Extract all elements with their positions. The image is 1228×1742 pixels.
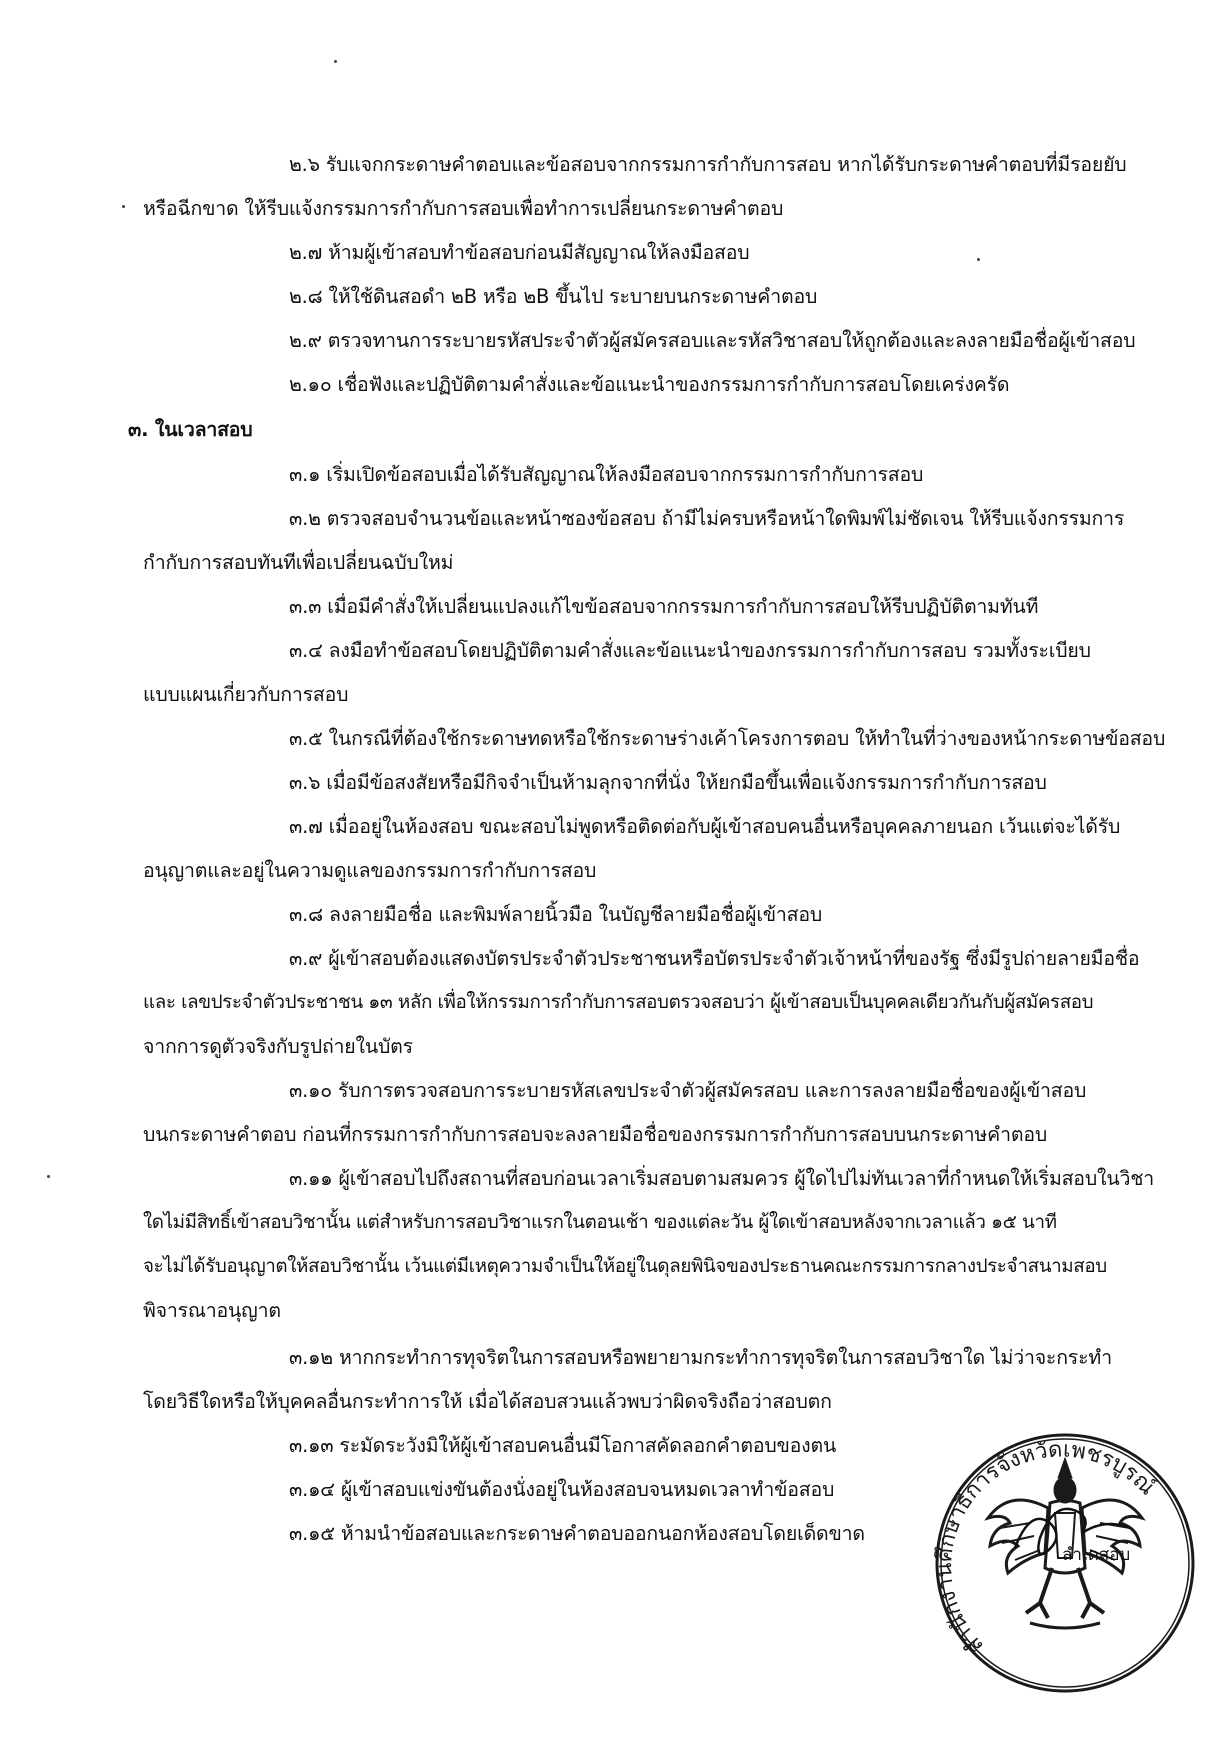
item-3-9: ๓.๙ ผู้เข้าสอบต้องแสดงบัตรประจำตัวประชาชนหรือบัตรประจำตัวเจ้าหน้าที่ของรัฐ ซึ่งมีรูปถ่ายลายมือชื่อ — [289, 947, 1140, 970]
scan-speck — [122, 205, 125, 208]
item-3-13: ๓.๑๓ ระมัดระวังมิให้ผู้เข้าสอบคนอื่นมีโอกาสคัดลอกคำตอบของตน — [289, 1434, 837, 1457]
item-3-7: ๓.๗ เมื่ออยู่ในห้องสอบ ขณะสอบไม่พูดหรือติดต่อกับผู้เข้าสอบคนอื่นหรือบุคคลภายนอก เว้นแต่จะได้รับ — [289, 815, 1121, 838]
item-3-11-cont: ใดไม่มีสิทธิ์เข้าสอบวิชานั้น แต่สำหรับการสอบวิชาแรกในตอนเช้า ของแต่ละวัน ผู้ใดเข้าสอบหลังจากเวลาแล้ว ๑๕ นาที — [143, 1212, 1057, 1233]
item-3-14: ๓.๑๔ ผู้เข้าสอบแข่งขันต้องนั่งอยู่ในห้องสอบจนหมดเวลาทำข้อสอบ — [289, 1478, 835, 1501]
item-3-15: ๓.๑๕ ห้ามนำข้อสอบและกระดาษคำตอบออกนอกห้องสอบโดยเด็ดขาด — [289, 1522, 865, 1545]
item-3-2: ๓.๒ ตรวจสอบจำนวนข้อและหน้าซองข้อสอบ ถ้ามีไม่ครบหรือหน้าใดพิมพ์ไม่ชัดเจน ให้รีบแจ้งกรรมการ — [289, 507, 1125, 530]
scan-speck — [977, 258, 980, 261]
item-3-8: ๓.๘ ลงลายมือชื่อ และพิมพ์ลายนิ้วมือ ในบัญชีลายมือชื่อผู้เข้าสอบ — [289, 903, 823, 926]
item-3-11-cont-3: พิจารณาอนุญาต — [143, 1299, 281, 1322]
item-2-6: ๒.๖ รับแจกกระดาษคำตอบและข้อสอบจากกรรมการกำกับการสอบ หากได้รับกระดาษคำตอบที่มีรอยยับ — [289, 153, 1127, 176]
scan-speck — [47, 1175, 50, 1178]
item-3-6: ๓.๖ เมื่อมีข้อสงสัยหรือมีกิจจำเป็นห้ามลุกจากที่นั่ง ให้ยกมือขึ้นเพื่อแจ้งกรรมการกำกับการสอบ — [289, 771, 1047, 794]
item-2-8: ๒.๘ ให้ใช้ดินสอดำ ๒B หรือ ๒B ขึ้นไป ระบายบนกระดาษคำตอบ — [289, 285, 818, 308]
item-3-5: ๓.๕ ในกรณีที่ต้องใช้กระดาษทดหรือใช้กระดาษร่างเค้าโครงการตอบ ให้ทำในที่ว่างของหน้ากระดาษข้อสอบ — [289, 727, 1166, 750]
item-3-1: ๓.๑ เริ่มเปิดข้อสอบเมื่อได้รับสัญญาณให้ลงมือสอบจากกรรมการกำกับการสอบ — [289, 463, 924, 486]
item-3-9-cont: และ เลขประจำตัวประชาชน ๑๓ หลัก เพื่อให้กรรมการกำกับการสอบตรวจสอบว่า ผู้เข้าสอบเป็นบุคคลเดียวกันกับผู้สมัครสอบ — [143, 992, 1094, 1013]
item-3-9-cont-2: จากการดูตัวจริงกับรูปถ่ายในบัตร — [143, 1035, 413, 1058]
item-2-10: ๒.๑๐ เชื่อฟังและปฏิบัติตามคำสั่งและข้อแนะนำของกรรมการกำกับการสอบโดยเคร่งครัด — [289, 373, 1010, 396]
scan-speck — [334, 60, 337, 63]
item-3-11: ๓.๑๑ ผู้เข้าสอบไปถึงสถานที่สอบก่อนเวลาเริ่มสอบตามสมควร ผู้ใดไปไม่ทันเวลาที่กำหนดให้เริ่มสอบในวิชา — [289, 1167, 1154, 1190]
item-3-12-cont: โดยวิธีใดหรือให้บุคคลอื่นกระทำการให้ เมื่อได้สอบสวนแล้วพบว่าผิดจริงถือว่าสอบตก — [143, 1390, 832, 1413]
item-3-11-cont-2: จะไม่ได้รับอนุญาตให้สอบวิชานั้น เว้นแต่มีเหตุความจำเป็นให้อยู่ในดุลยพินิจของประธานคณะกรรมการกลางประจำสนามสอบ — [143, 1256, 1107, 1277]
item-3-2-cont: กำกับการสอบทันทีเพื่อเปลี่ยนฉบับใหม่ — [143, 551, 454, 574]
item-2-6-cont: หรือฉีกขาด ให้รีบแจ้งกรรมการกำกับการสอบเพื่อทำการเปลี่ยนกระดาษคำตอบ — [143, 197, 784, 220]
seal-text: สำนักงานศึกษาธิการจังหวัดเพชรบูรณ์ — [932, 1437, 1160, 1659]
item-3-10: ๓.๑๐ รับการตรวจสอบการระบายรหัสเลขประจำตัวผู้สมัครสอบ และการลงลายมือชื่อของผู้เข้าสอบ — [289, 1079, 1087, 1102]
item-2-9: ๒.๙ ตรวจทานการระบายรหัสประจำตัวผู้สมัครสอบและรหัสวิชาสอบให้ถูกต้องและลงลายมือชื่อผู้เข้าสอบ — [289, 329, 1136, 352]
item-3-4-cont: แบบแผนเกี่ยวกับการสอบ — [143, 683, 349, 706]
item-3-4: ๓.๔ ลงมือทำข้อสอบโดยปฏิบัติตามคำสั่งและข้อแนะนำของกรรมการกำกับการสอบ รวมทั้งระเบียบ — [289, 639, 1091, 662]
signature — [1010, 1478, 1160, 1568]
item-3-7-cont: อนุญาตและอยู่ในความดูแลของกรรมการกำกับการสอบ — [143, 859, 597, 882]
section-3-heading: ๓. ในเวลาสอบ — [128, 418, 253, 441]
item-2-7: ๒.๗ ห้ามผู้เข้าสอบทำข้อสอบก่อนมีสัญญาณให้ลงมือสอบ — [289, 241, 750, 264]
signature-text: ลำเดสอบ — [1062, 1545, 1131, 1565]
item-3-12: ๓.๑๒ หากกระทำการทุจริตในการสอบหรือพยายามกระทำการทุจริตในการสอบวิชาใด ไม่ว่าจะกระทำ — [289, 1346, 1112, 1369]
item-3-10-cont: บนกระดาษคำตอบ ก่อนที่กรรมการกำกับการสอบจะลงลายมือชื่อของกรรมการกำกับการสอบบนกระดาษคำตอบ — [143, 1123, 1048, 1146]
item-3-3: ๓.๓ เมื่อมีคำสั่งให้เปลี่ยนแปลงแก้ไขข้อสอบจากกรรมการกำกับการสอบให้รีบปฏิบัติตามทันที — [289, 595, 1039, 618]
